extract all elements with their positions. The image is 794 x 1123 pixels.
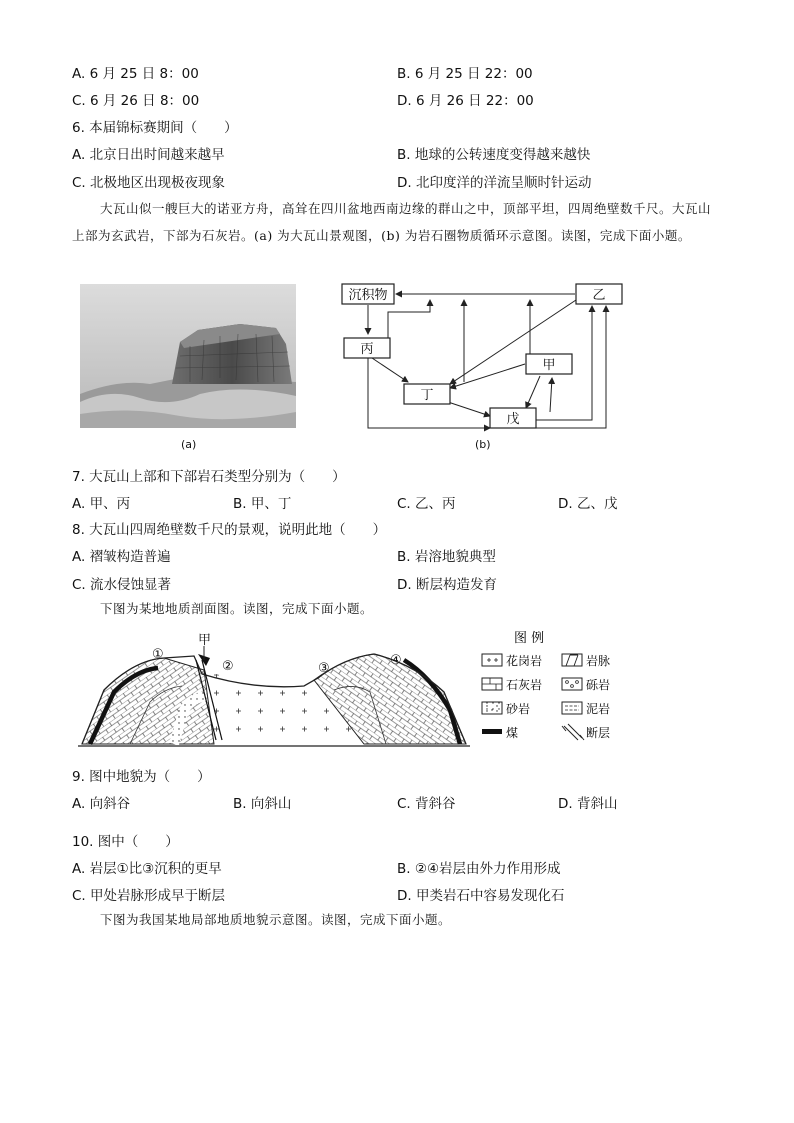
q7-option-c: C. 乙、丙 [397, 496, 456, 512]
legend-conglomerate: 砾岩 [586, 678, 611, 692]
intro-paragraph-landform: 下图为我国某地局部地质地貌示意图。读图，完成下面小题。 [100, 912, 452, 927]
q9-option-d: D. 背斜山 [558, 796, 618, 812]
figure-b-caption: (b) [475, 438, 491, 451]
q10-stem: 10. 图中（ ） [72, 834, 179, 850]
q9-option-c: C. 背斜谷 [397, 796, 456, 812]
label-bing: 丙 [360, 342, 374, 357]
label-layer-2: ② [222, 659, 234, 674]
q6-option-c: C. 北极地区出现极夜现象 [72, 175, 226, 191]
intro-paragraph-profile: 下图为某地地质剖面图。读图，完成下面小题。 [100, 601, 374, 616]
label-jia-vein: 甲 [198, 633, 212, 648]
q7-option-b: B. 甲、丁 [233, 496, 292, 512]
legend-vein: 岩脉 [586, 654, 611, 668]
q9-stem: 9. 图中地貌为（ ） [72, 769, 211, 785]
label-layer-4: ④ [390, 653, 402, 668]
dawashan-landscape-photo [80, 284, 296, 428]
q5-option-a: A. 6 月 25 日 8：00 [72, 66, 199, 82]
q7-stem: 7. 大瓦山上部和下部岩石类型分别为（ ） [72, 469, 346, 485]
figure-a-caption: (a) [181, 438, 197, 451]
q8-stem: 8. 大瓦山四周绝壁数千尺的景观，说明此地（ ） [72, 522, 387, 538]
geologic-cross-section [74, 630, 474, 752]
q8-option-d: D. 断层构造发育 [397, 577, 497, 593]
q9-option-a: A. 向斜谷 [72, 796, 131, 812]
q10-option-a: A. 岩层①比③沉积的更早 [72, 861, 222, 877]
legend-title: 图 例 [514, 631, 545, 646]
q10-option-b: B. ②④岩层由外力作用形成 [397, 861, 561, 877]
legend-sandstone: 砂岩 [506, 702, 531, 716]
cross-section-legend [478, 628, 638, 750]
q9-option-b: B. 向斜山 [233, 796, 292, 812]
legend-limestone: 石灰岩 [506, 678, 543, 692]
label-yi: 乙 [592, 288, 606, 303]
q5-option-d: D. 6 月 26 日 22：00 [397, 93, 534, 109]
q10-option-c: C. 甲处岩脉形成早于断层 [72, 888, 226, 904]
legend-mudstone: 泥岩 [586, 702, 611, 716]
label-layer-1: ① [152, 647, 164, 662]
q8-option-c: C. 流水侵蚀显著 [72, 577, 172, 593]
rock-cycle-diagram [330, 278, 630, 438]
q10-option-d: D. 甲类岩石中容易发现化石 [397, 888, 565, 904]
label-ding: 丁 [420, 388, 434, 403]
legend-granite: 花岗岩 [506, 654, 543, 668]
legend-coal: 煤 [506, 726, 519, 740]
legend-fault: 断层 [586, 726, 611, 740]
q8-option-b: B. 岩溶地貌典型 [397, 549, 496, 565]
label-sediment: 沉积物 [348, 288, 388, 303]
label-wu: 戊 [506, 412, 520, 427]
q6-option-a: A. 北京日出时间越来越早 [72, 147, 225, 163]
q7-option-d: D. 乙、戊 [558, 496, 618, 512]
q5-option-c: C. 6 月 26 日 8：00 [72, 93, 200, 109]
q6-option-b: B. 地球的公转速度变得越来越快 [397, 147, 591, 163]
label-layer-3: ③ [318, 661, 330, 676]
q7-option-a: A. 甲、丙 [72, 496, 131, 512]
q8-option-a: A. 褶皱构造普遍 [72, 549, 171, 565]
q5-option-b: B. 6 月 25 日 22：00 [397, 66, 533, 82]
q6-option-d: D. 北印度洋的洋流呈顺时针运动 [397, 175, 592, 191]
q6-stem: 6. 本届锦标赛期间（ ） [72, 120, 238, 136]
intro-paragraph-dawashan: 大瓦山似一艘巨大的诺亚方舟，高耸在四川盆地西南边缘的群山之中，顶部平坦，四周绝壁数千尺。大瓦山上部为玄武岩，下部为石灰岩。(a) 为大瓦山景观图，(b) 为岩石圈物质循环示意图。读图，完成下面小题。 [72, 201, 712, 243]
label-jia: 甲 [542, 358, 556, 373]
